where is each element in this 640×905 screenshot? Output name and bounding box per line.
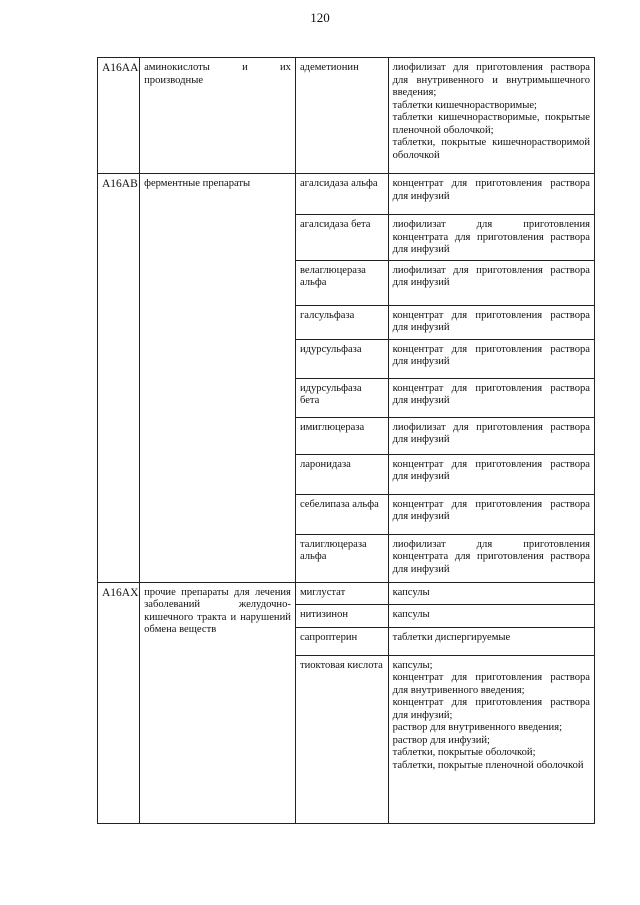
- dosage-form-item: раствор для инфузий;: [392, 734, 490, 746]
- dosage-form-cell: [388, 655, 594, 823]
- group-name-cell: ферментные препараты: [140, 174, 296, 583]
- dosage-form-item: таблетки, покрытые оболочкой;: [392, 747, 536, 758]
- atc-code-cell: A16AA: [98, 58, 140, 174]
- dosage-form-item: таблетки диспергируемые: [392, 631, 511, 643]
- group-name-cell: прочие препараты для лечения заболеваний желудочно-кишечного тракта и нарушений обмена веществ: [140, 582, 296, 823]
- dosage-form-cell: [388, 454, 594, 494]
- drug-name-cell: идурсульфаза: [295, 339, 388, 378]
- dosage-form-cell: [388, 604, 594, 627]
- drug-name-cell: тиоктовая кислота: [295, 655, 388, 823]
- dosage-form-cell: [388, 215, 594, 261]
- dosage-form-cell: [388, 305, 594, 339]
- drug-name-cell: имиглюцераза: [295, 417, 388, 454]
- dosage-form-item: лиофилизат для приготовления раствора для инфузий: [392, 421, 590, 445]
- dosage-form-item: таблетки, покрытые пленочной оболочкой: [392, 759, 584, 771]
- dosage-form-item: концентрат для приготовления раствора для инфузий: [392, 382, 590, 406]
- dosage-form-item: раствор для внутривенного введения;: [392, 722, 563, 733]
- atc-code-cell: A16AX: [98, 582, 140, 823]
- dosage-form-cell: [388, 534, 594, 582]
- group-name-cell: аминокислоты и их производные: [140, 58, 296, 174]
- table-row: [98, 58, 595, 174]
- dosage-form-item: таблетки кишечнорастворимые, покрытые пленочной оболочкой;: [392, 112, 590, 136]
- dosage-form-item: концентрат для приготовления раствора для внутривенного введения;: [392, 672, 590, 696]
- drug-name-cell: ларонидаза: [295, 454, 388, 494]
- dosage-form-item: капсулы: [392, 586, 430, 598]
- dosage-form-item: лиофилизат для приготовления раствора для инфузий: [392, 264, 590, 288]
- dosage-form-item: концентрат для приготовления раствора для инфузий: [392, 458, 590, 482]
- drug-name-cell: агалсидаза альфа: [295, 174, 388, 215]
- dosage-form-item: капсулы: [392, 608, 430, 620]
- dosage-form-item: таблетки кишечнорастворимые;: [392, 99, 537, 111]
- dosage-form-item: концентрат для приготовления раствора для инфузий;: [392, 697, 590, 721]
- drug-name-cell: адеметионин: [295, 58, 388, 174]
- dosage-form-item: таблетки, покрытые кишечнорастворимой оболочкой: [392, 137, 590, 161]
- drug-name-cell: талиглюцераза альфа: [295, 534, 388, 582]
- page-number: 120: [310, 10, 330, 25]
- drug-table: [97, 57, 595, 824]
- drug-name-cell: нитизинон: [295, 604, 388, 627]
- dosage-form-cell: [388, 417, 594, 454]
- drug-name-cell: велаглюцераза альфа: [295, 260, 388, 305]
- dosage-form-cell: [388, 378, 594, 417]
- table-row: [98, 582, 595, 604]
- drug-name-cell: агалсидаза бета: [295, 215, 388, 261]
- dosage-form-item: капсулы;: [392, 659, 433, 671]
- dosage-form-item: лиофилизат для приготовления концентрата для приготовления раствора для инфузий: [392, 219, 590, 255]
- dosage-form-item: концентрат для приготовления раствора для инфузий: [392, 309, 590, 333]
- dosage-form-item: концентрат для приготовления раствора для инфузий: [392, 498, 590, 522]
- atc-code-cell: A16AB: [98, 174, 140, 583]
- dosage-form-cell: [388, 174, 594, 215]
- drug-name-cell: галсульфаза: [295, 305, 388, 339]
- dosage-form-cell: [388, 627, 594, 655]
- drug-name-cell: себелипаза альфа: [295, 494, 388, 534]
- dosage-form-item: концентрат для приготовления раствора для инфузий: [392, 178, 590, 202]
- dosage-form-cell: [388, 494, 594, 534]
- dosage-form-item: лиофилизат для приготовления раствора для внутривенного и внутримышечного введения;: [392, 62, 590, 98]
- drug-name-cell: сапроптерин: [295, 627, 388, 655]
- drug-name-cell: миглустат: [295, 582, 388, 604]
- dosage-form-cell: [388, 339, 594, 378]
- dosage-form-cell: [388, 58, 594, 174]
- dosage-form-item: концентрат для приготовления раствора для инфузий: [392, 343, 590, 367]
- dosage-form-item: лиофилизат для приготовления концентрата для приготовления раствора для инфузий: [392, 538, 590, 575]
- dosage-form-cell: [388, 582, 594, 604]
- table-row: [98, 174, 595, 215]
- drug-table-body: [98, 58, 595, 824]
- dosage-form-cell: [388, 260, 594, 305]
- drug-name-cell: идурсульфаза бета: [295, 378, 388, 417]
